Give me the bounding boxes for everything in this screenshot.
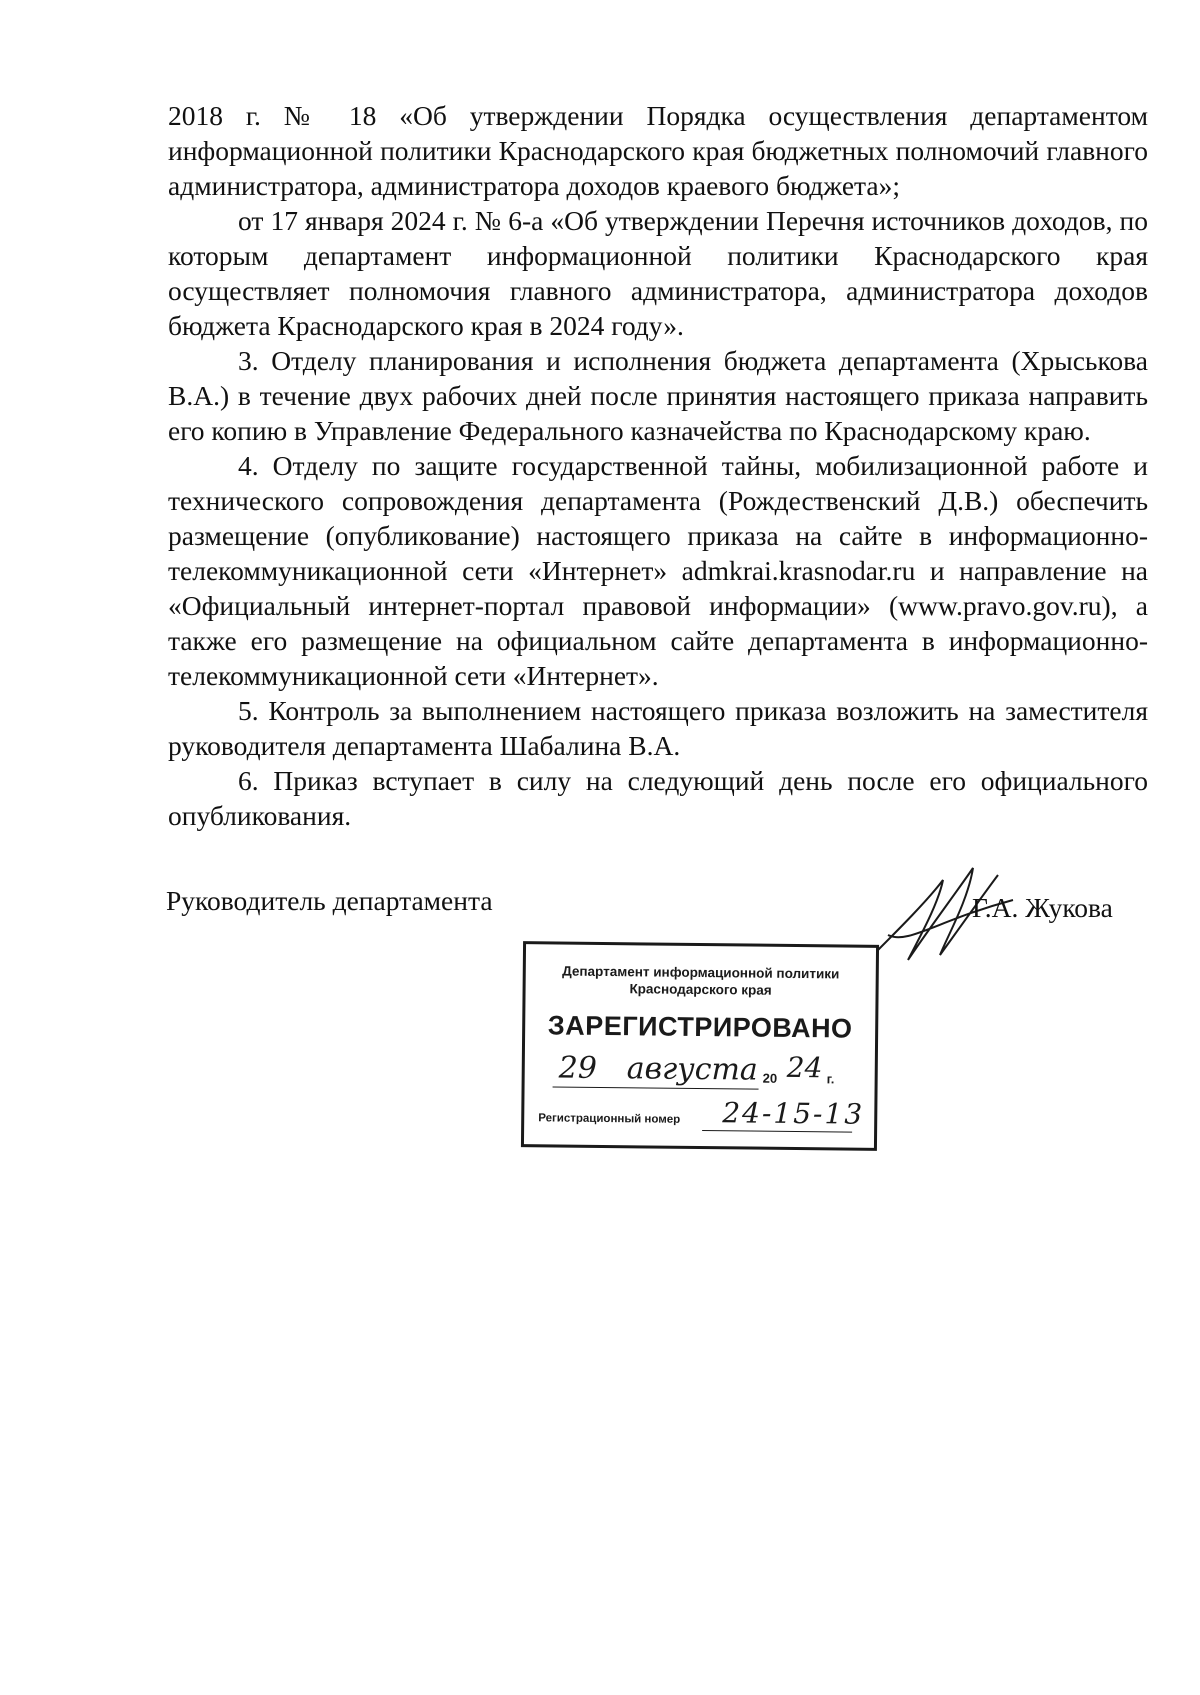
paragraph-4: 4. Отделу по защите государственной тайны, мобилизационной работе и технического сопровождения департамента (Рождественский Д.В.) обеспечить размещение (опубликование) настоящего приказа на сайте в информационно-телекоммуникационной сети «Интернет» admkrai.krasnodar.ru и направление на «Официальный интернет-портал правовой информации» (www.pravo.gov.ru), а также его размещение на официальном сайте департамента в информационно-телекоммуникационной сети «Интернет».	[168, 450, 1148, 691]
stamp-year-suffix: г.	[826, 1071, 835, 1087]
registration-stamp	[521, 941, 879, 1151]
document-body	[168, 98, 1148, 833]
stamp-reg-label: Регистрационный номер	[538, 1112, 681, 1126]
paragraph-1: 2018 г. № 18 «Об утверждении Порядка осуществления департаментом информационной политики Краснодарского края бюджетных полномочий главного администратора, администратора доходов краевого бюджета»;	[168, 100, 1148, 201]
stamp-reg-number: 24-15-13	[722, 1096, 865, 1131]
stamp-title: ЗАРЕГИСТРИРОВАНО	[547, 1010, 853, 1044]
paragraph-3: 3. Отделу планирования и исполнения бюджета департамента (Хрыськова В.А.) в течение двух рабочих дней после принятия настоящего приказа направить его копию в Управление Федерального казначейства по Краснодарскому краю.	[168, 345, 1148, 446]
stamp-registration	[538, 1096, 868, 1137]
stamp-date-month: августа	[626, 1051, 758, 1088]
stamp-year-prefix: 20	[762, 1070, 778, 1086]
signatory-name: Г.А. Жукова	[972, 892, 1113, 923]
stamp-year: 24	[786, 1050, 823, 1085]
paragraph-2: от 17 января 2024 г. № 6-а «Об утверждении Перечня источников доходов, по которым департамент информационной политики Краснодарского края осуществляет полномочия главного администратора, администратора доходов бюджета Краснодарского края в 2024 году».	[168, 205, 1148, 341]
paragraph-5: 5. Контроль за выполнением настоящего приказа возложить на заместителя руководителя департамента Шабалина В.А.	[168, 695, 1148, 761]
stamp-date	[553, 1050, 853, 1093]
paragraph-6: 6. Приказ вступает в силу на следующий день после его официального опубликования.	[168, 765, 1148, 831]
signature-title: Руководитель департамента	[166, 885, 493, 916]
stamp-department: Департамент информационной политики Краснодарского края	[562, 963, 840, 998]
stamp-reg-underline	[702, 1130, 852, 1133]
stamp-date-day: 29	[558, 1050, 598, 1086]
